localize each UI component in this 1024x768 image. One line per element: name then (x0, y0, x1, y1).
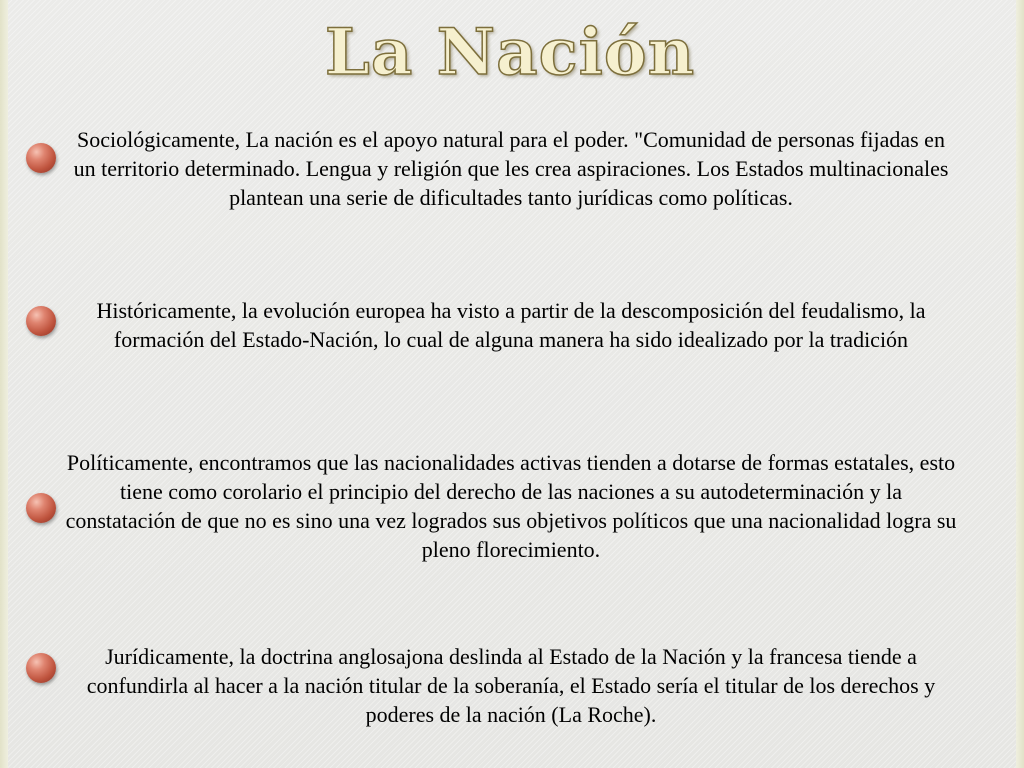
paragraph-sociologicamente: Sociológicamente, La nación es el apoyo natural para el poder. "Comunidad de personas fijadas en un territorio determinado. Lengua y religión que les crea aspiraciones. Los Estados multinacionales plantean una serie de dificultades tanto jurídicas como políticas. (73, 127, 949, 210)
sphere-bullet-icon (26, 653, 56, 683)
slide-left-border (0, 0, 8, 768)
slide-right-border (1016, 0, 1024, 768)
paragraph-politicamente: Políticamente, encontramos que las nacionalidades activas tienden a dotarse de formas estatales, esto tiene como corolario el principio del derecho de las naciones a su autodeterminación y la constatación de que no es sino una vez logrados sus objetivos políticos que una nacionalidad logra su pleno florecimiento. (65, 450, 957, 562)
paragraph-historicamente: Históricamente, la evolución europea ha visto a partir de la descomposición del feudalismo, la formación del Estado-Nación, lo cual de alguna manera ha sido idealizado por la tradición (96, 298, 926, 352)
slide-title: La Nación (324, 15, 696, 90)
paragraph-juridicamente: Jurídicamente, la doctrina anglosajona deslinda al Estado de la Nación y la francesa tiende a confundirla al hacer a la nación titular de la soberanía, el Estado sería el titular de los derechos y poderes de la nación (La Roche). (86, 644, 936, 727)
sphere-bullet-icon (26, 306, 56, 336)
sphere-bullet-icon (26, 493, 56, 523)
sphere-bullet-icon (26, 143, 56, 173)
